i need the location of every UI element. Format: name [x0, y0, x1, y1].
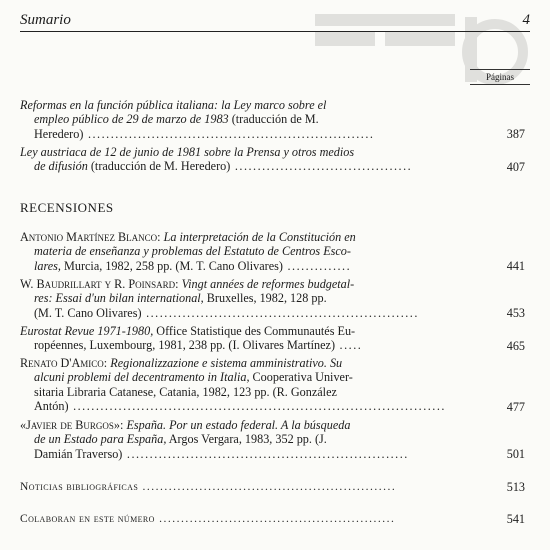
review-title: Regionalizzazione e sistema amministrativo. Su: [107, 356, 343, 370]
review-entry-baudrillart: W. Baudrillart y R. Poinsard: Vingt années de reformes budgetal- res: Essai d'un bilan international, Bruxelles, 1982, 128 pp. (M. T. Cano Olivares) ............................................................: [20, 277, 419, 320]
entry-page-number: 541: [506, 512, 525, 526]
entry-page-number: 387: [506, 127, 525, 141]
review-details: Cooperativa Univer-: [249, 370, 353, 385]
colaboran-label: Colaboran en este número: [20, 513, 155, 525]
entry-page-number: 513: [506, 480, 525, 494]
entry-credit: (traducción de M.: [228, 112, 319, 127]
review-title: materia de enseñanza y problemas del Estatuto de Centros Esco-: [34, 244, 351, 259]
pages-column-label: Páginas: [470, 69, 530, 85]
entry-credit: Heredero): [34, 126, 84, 141]
running-header: [20, 9, 530, 32]
entry-page-number: 501: [506, 447, 525, 461]
entry-title-line: Ley austriaca de 12 de junio de 1981 sobre la Prensa y otros medios: [20, 145, 355, 159]
review-title: res: Essai d'un bilan international,: [34, 291, 204, 306]
review-details: Bruxelles, 1982, 128 pp.: [203, 291, 327, 306]
section-heading-recensiones: RECENSIONES: [20, 200, 114, 215]
review-details: Damián Traverso): [34, 446, 123, 461]
review-title: La interpretación de la Constitución en: [160, 230, 356, 244]
header-title: Sumario: [20, 12, 71, 28]
review-entry-martinez-blanco: Antonio Martínez Blanco: La interpretación de la Constitución en materia de enseñanza y problemas del Estatuto de Centros Esco- lares, Murcia, 1982, 258 pp. (M. T. Cano Olivares) ..............: [20, 230, 465, 273]
review-title: de un Estado para España,: [34, 432, 167, 447]
entry-title-line: empleo público de 29 de marzo de 1983: [34, 112, 229, 127]
toc-entry-ley-austriaca: Ley austriaca de 12 de junio de 1981 sobre la Prensa y otros medios de difusión (traducción de M. Heredero) .......................................: [20, 145, 465, 174]
review-details: Murcia, 1982, 258 pp. (M. T. Cano Olivares): [60, 258, 283, 273]
review-details: Office Statistique des Communautés Eu-: [153, 324, 356, 338]
review-details: ropéennes, Luxembourg, 1981, 238 pp. (I. Olivares Martínez): [34, 338, 335, 353]
review-entry-eurostat: Eurostat Revue 1971-1980, Office Statistique des Communautés Eu- ropéennes, Luxembourg, 1981, 238 pp. (I. Olivares Martínez) .....: [20, 324, 363, 353]
entry-credit: (traducción de M. Heredero): [87, 159, 231, 174]
review-entry-javier-de-burgos: «Javier de Burgos»: España. Por un estado federal. A la búsqueda de un Estado para España, Argos Vergara, 1983, 352 pp. (J. Damián Traverso) ..............................................................: [20, 418, 409, 461]
entry-page-number: 465: [506, 339, 525, 353]
entry-title-line: de difusión: [34, 159, 88, 174]
header-page-number: 4: [522, 12, 530, 28]
entry-page-number: 441: [506, 259, 525, 273]
entry-title-line: Reformas en la función pública italiana: la Ley marco sobre el: [20, 98, 327, 112]
review-details: (M. T. Cano Olivares): [34, 305, 142, 320]
review-details: Argos Vergara, 1983, 352 pp. (J.: [166, 432, 327, 447]
review-title: alcuni problemi del decentramento in Italia,: [34, 370, 250, 385]
review-details: Antón): [34, 399, 69, 414]
review-author: «Javier de Burgos»:: [20, 418, 124, 432]
noticias-label: Noticias bibliográficas: [20, 481, 139, 493]
review-title: Vingt années de reformes budgetal-: [178, 277, 355, 291]
review-author: Renato D'Amico:: [20, 356, 108, 370]
toc-entry-reformas: Reformas en la función pública italiana: la Ley marco sobre el empleo público de 29 de marzo de 1983 (traducción de M. Heredero) ...............................................................: [20, 98, 465, 141]
review-title: España. Por un estado federal. A la búsqueda: [123, 418, 351, 432]
toc-entry-noticias: Noticias bibliográficas ..........................................................: [20, 481, 397, 493]
entry-page-number: 407: [506, 160, 525, 174]
review-details: sitaria Libraria Catanese, Catania, 1982, 123 pp. (R. González: [34, 384, 337, 399]
review-author: W. Baudrillart y R. Poinsard:: [20, 277, 179, 291]
review-entry-damico: Renato D'Amico: Regionalizzazione e sistema amministrativo. Su alcuni problemi del decentramento in Italia, Cooperativa Univer- sitaria Libraria Catanese, Catania, 1982, 123 pp. (R. González Antón) ..................................................................................: [20, 356, 465, 414]
entry-page-number: 477: [506, 400, 525, 414]
entry-page-number: 453: [506, 306, 525, 320]
review-title: Eurostat Revue 1971-1980,: [20, 324, 154, 338]
toc-entry-colaboran: Colaboran en este número ......................................................: [20, 513, 396, 525]
review-title: lares,: [34, 258, 61, 273]
review-author: Antonio Martínez Blanco:: [20, 230, 161, 244]
